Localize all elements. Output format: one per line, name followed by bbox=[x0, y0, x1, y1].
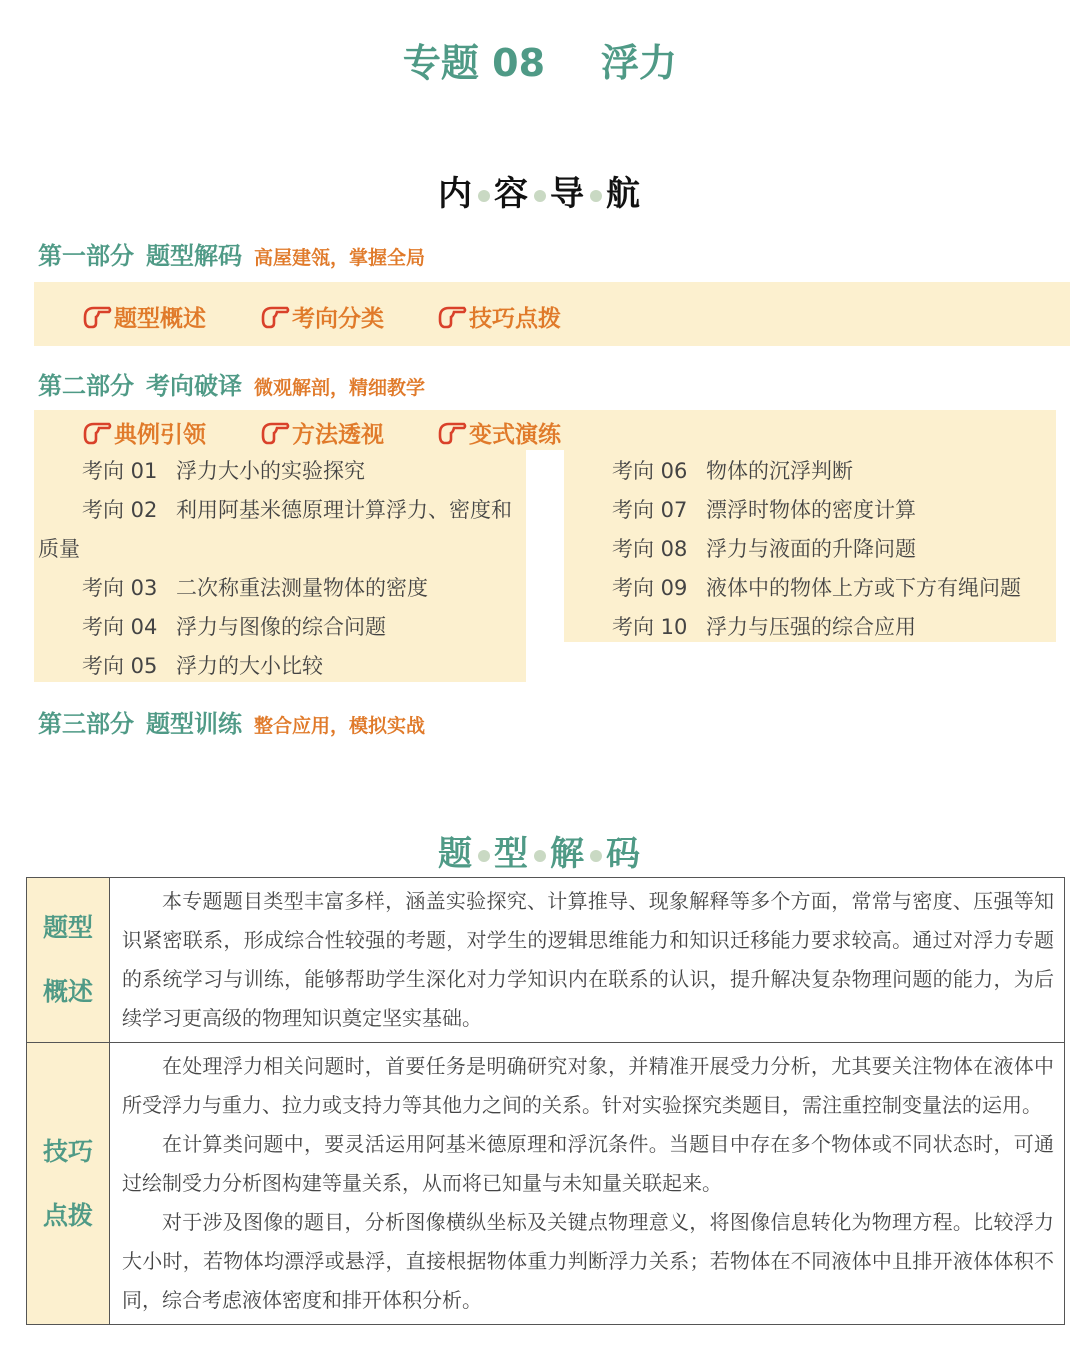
link-examples[interactable]: 典例引领 bbox=[82, 416, 206, 449]
topic-item-continuation: 质量 bbox=[38, 537, 80, 561]
link-variants[interactable]: 变式演练 bbox=[437, 416, 561, 449]
link-tips[interactable]: 技巧点拨 bbox=[437, 300, 561, 333]
pointing-hand-icon bbox=[260, 304, 290, 330]
nav-heading: 内 容 导 航 bbox=[438, 174, 642, 214]
topic-item[interactable]: 考向 04 浮力与图像的综合问题 bbox=[82, 615, 386, 639]
topic-item[interactable]: 考向 06 物体的沉浮判断 bbox=[612, 459, 853, 483]
pointing-hand-icon bbox=[437, 420, 467, 446]
part2-heading: 第二部分 考向破译 微观解剖，精细教学 bbox=[38, 372, 426, 400]
topic-item[interactable]: 考向 10 浮力与压强的综合应用 bbox=[612, 615, 916, 639]
topic-subject: 浮力 bbox=[601, 41, 678, 85]
topic-item[interactable]: 考向 07 漂浮时物体的密度计算 bbox=[612, 498, 916, 522]
link-methods[interactable]: 方法透视 bbox=[260, 416, 384, 449]
table-row bbox=[27, 1043, 1065, 1325]
topic-number: 专题 08 bbox=[402, 41, 546, 85]
topic-item[interactable]: 考向 01 浮力大小的实验探究 bbox=[82, 459, 365, 483]
pointing-hand-icon bbox=[437, 304, 467, 330]
topic-item[interactable]: 考向 05 浮力的大小比较 bbox=[82, 654, 323, 678]
pointing-hand-icon bbox=[260, 420, 290, 446]
decode-table bbox=[26, 877, 1065, 1325]
topic-item[interactable]: 考向 08 浮力与液面的升降问题 bbox=[612, 537, 916, 561]
table-row bbox=[27, 878, 1065, 1043]
part1-heading: 第一部分 题型解码 高屋建瓴，掌握全局 bbox=[38, 242, 426, 270]
row-label-tips: 技巧 点拨 bbox=[27, 1043, 110, 1325]
row-content-overview: 本专题题目类型丰富多样，涵盖实验探究、计算推导、现象解释等多个方面，常常与密度、压强等知识紧密联系，形成综合性较强的考题，对学生的逻辑思维能力和知识迁移能力要求较高。通过对浮力专题的系统学习与训练，能够帮助学生深化对力学知识内在联系的认识，提升解决复杂物理问题的能力，为后续学习更高级的物理知识奠定坚实基础。 bbox=[110, 878, 1065, 1043]
pointing-hand-icon bbox=[82, 420, 112, 446]
link-classify[interactable]: 考向分类 bbox=[260, 300, 384, 333]
row-label-overview: 题型 概述 bbox=[27, 878, 110, 1043]
page-title bbox=[0, 32, 1080, 87]
row-content-tips: 在处理浮力相关问题时，首要任务是明确研究对象，并精准开展受力分析，尤其要关注物体在液体中所受浮力与重力、拉力或支持力等其他力之间的关系。针对实验探究类题目，需注重控制变量法的运用。 在计算类问题中，要灵活运用阿基米德原理和浮沉条件。当题目中存在多个物体或不同状态时，可通过绘制受力分析图构建等量关系，从而将已知量与未知量关联起来。 对于涉及图像的题目，分析图像横纵坐标及关键点物理意义，将图像信息转化为物理方程。比较浮力大小时，若物体均漂浮或悬浮，直接根据物体重力判断浮力关系；若物体在不同液体中且排开液体体积不同，综合考虑液体密度和排开体积分析。 bbox=[110, 1043, 1065, 1325]
pointing-hand-icon bbox=[82, 304, 112, 330]
topic-item[interactable]: 考向 03 二次称重法测量物体的密度 bbox=[82, 576, 428, 600]
link-overview[interactable]: 题型概述 bbox=[82, 300, 206, 333]
decode-heading: 题 型 解 码 bbox=[438, 834, 642, 874]
topic-item[interactable]: 考向 09 液体中的物体上方或下方有绳问题 bbox=[612, 576, 1021, 600]
part3-heading: 第三部分 题型训练 整合应用，模拟实战 bbox=[38, 710, 426, 738]
topic-item[interactable]: 考向 02 利用阿基米德原理计算浮力、密度和 bbox=[82, 498, 512, 522]
